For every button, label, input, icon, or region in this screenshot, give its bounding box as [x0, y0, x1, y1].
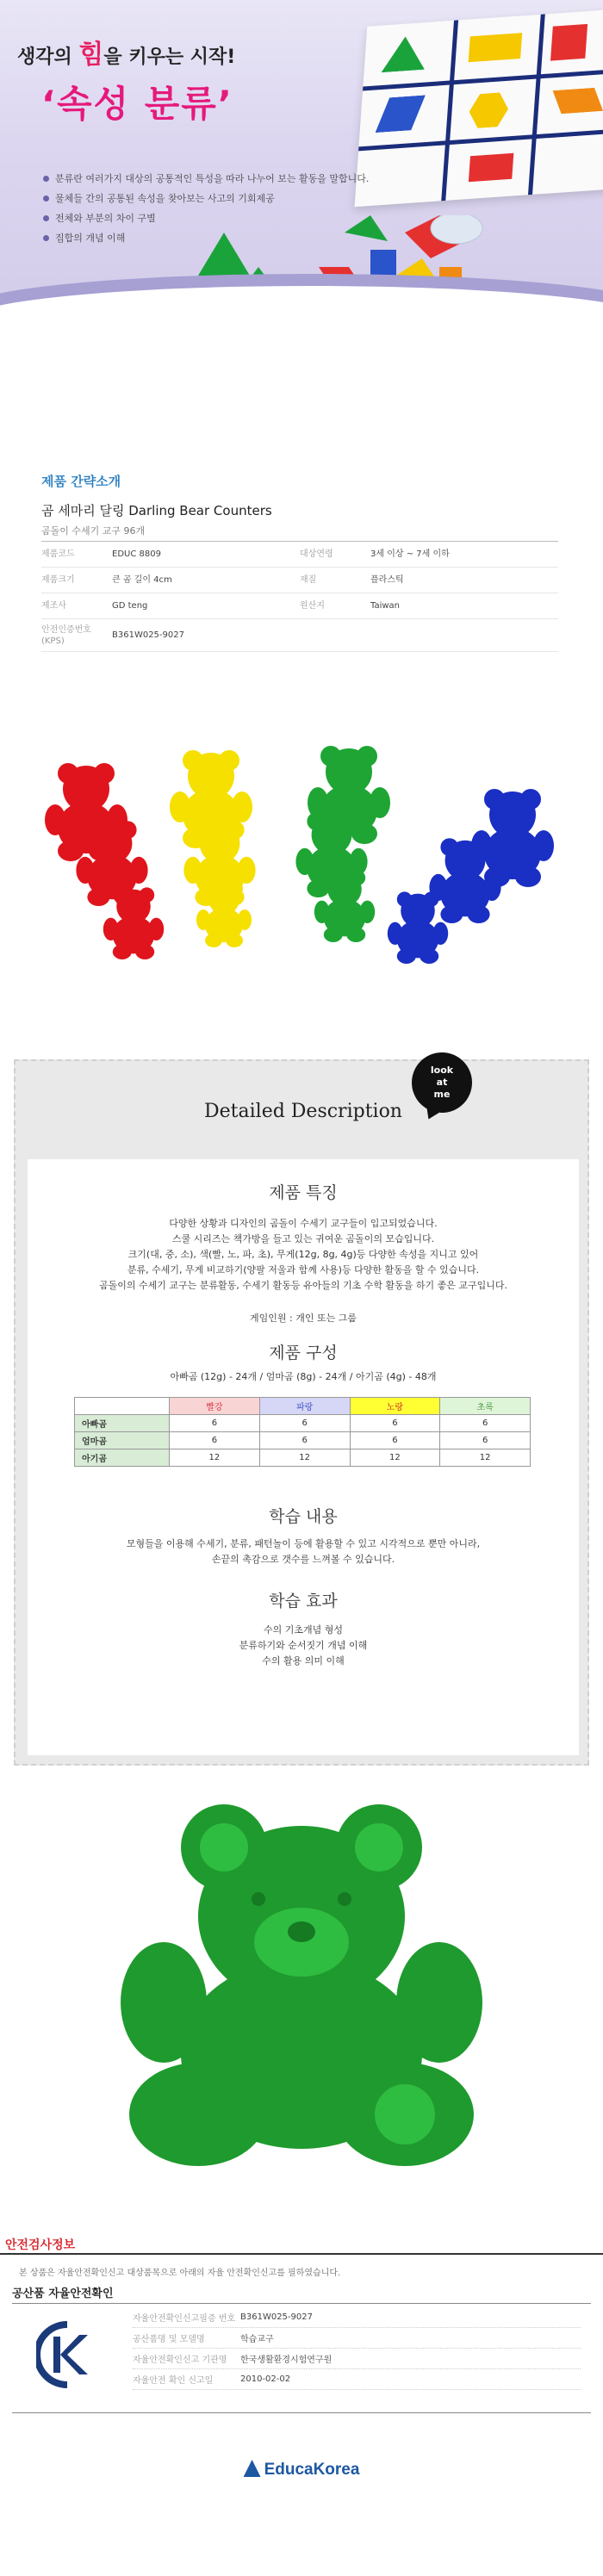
table-row — [75, 1432, 531, 1449]
product-name: 곰 세마리 달링 Darling Bear Counters — [41, 503, 272, 518]
banner-bullet: 물체들 간의 공통된 속성을 찾아보는 사고의 기회제공 — [43, 189, 369, 208]
spec-value: 큰 곰 길이 4cm — [112, 575, 172, 585]
row-label: 엄마곰 — [75, 1432, 170, 1449]
bear-counters-photo — [34, 741, 569, 999]
safety-row — [133, 2328, 581, 2349]
kc-mark-icon — [36, 2321, 98, 2388]
banner-title: ‘속성 분류’ — [41, 83, 233, 125]
table-cell: 12 — [350, 1449, 440, 1467]
spec-key: 대상연령 — [300, 549, 333, 559]
row-label: 아빠곰 — [75, 1415, 170, 1432]
safety-row — [133, 2307, 581, 2328]
effect-heading: 학습 효과 — [269, 1592, 338, 1611]
table-cell: 12 — [259, 1449, 350, 1467]
spec-row — [41, 619, 558, 652]
table-row — [75, 1449, 531, 1467]
table-cell: 6 — [440, 1432, 531, 1449]
spec-value: B361W025-9027 — [112, 630, 184, 640]
features-text: 다양한 상황과 디자인의 곰돌이 수세기 교구들이 입고되었습니다. 스쿨 시리즈는 책가방을 들고 있는 귀여운 곰돌이의 모습입니다. 크기(대, 중, 소), 색(빨, 노, 파, 초), 무게(12g, 8g, 4g)등 다양한 속성을 지니고 있어 분류, 수세기, 무게 비교하기(양팔 저울과 함께 사용)등 다양한 활동을 할 수 있습니다. 곰돌이의 수세기 교구는 분류활동, 수세기 활동등 유아들의 기초 수학 활동을 하기 좋은 교구입니다. — [99, 1218, 507, 1291]
safety-key: 자율안전 확인 신고일 — [133, 2376, 214, 2386]
learning-heading: 학습 내용 — [269, 1507, 338, 1526]
safety-key: 자율안전확인신고필증 번호 — [133, 2314, 236, 2324]
spec-key: 제품코드 — [41, 549, 75, 559]
table-cell: 12 — [170, 1449, 260, 1467]
effect-text: 수의 기초개념 형성 분류하기와 순서짓기 개념 이해 수의 활용 의미 이해 — [239, 1624, 368, 1667]
banner-bullet: 집합의 개념 이해 — [43, 228, 369, 248]
safety-key: 공산품명 및 모델명 — [133, 2335, 205, 2344]
look-at-me-badge: look at me — [412, 1052, 472, 1113]
spec-table — [41, 541, 558, 652]
table-corner-cell — [75, 1398, 170, 1415]
spec-key: 제조사 — [41, 601, 66, 611]
row-label: 아기곰 — [75, 1449, 170, 1467]
table-cell: 6 — [259, 1432, 350, 1449]
educakorea-logo[interactable]: EducaKorea — [0, 2460, 603, 2480]
table-cell: 12 — [440, 1449, 531, 1467]
detailed-description-title: Detailed Description — [204, 1101, 402, 1122]
color-column-red: 빨강 — [170, 1398, 260, 1415]
divider — [0, 2253, 603, 2255]
detailed-description-panel — [14, 1059, 589, 1766]
safety-key: 자율안전확인신고 기관명 — [133, 2356, 227, 2365]
sorting-board-image — [354, 9, 603, 207]
safety-rows — [133, 2307, 581, 2390]
spec-row — [41, 568, 558, 593]
safety-subheading: 공산품 자율안전확인 — [12, 2287, 114, 2300]
safety-row — [133, 2369, 581, 2390]
spec-row — [41, 593, 558, 619]
spec-value: 3세 이상 ~ 7세 이하 — [370, 549, 450, 559]
spec-value: GD teng — [112, 601, 148, 611]
spec-key: 제품크기 — [41, 575, 75, 585]
product-subtitle: 곰돌이 수세기 교구 96개 — [41, 525, 146, 537]
safety-value: B361W025-9027 — [240, 2312, 313, 2322]
hero-banner — [0, 0, 603, 308]
spec-value: Taiwan — [370, 601, 401, 611]
table-header-row — [75, 1398, 531, 1415]
table-cell: 6 — [440, 1415, 531, 1432]
learning-text: 모형들을 이용해 수세기, 분류, 패턴놀이 등에 활용할 수 있고 시각적으로 뿐만 아니라, 손끝의 촉감으로 갯수를 느껴볼 수 있습니다. — [126, 1538, 481, 1565]
safety-value: 2010-02-02 — [240, 2374, 291, 2384]
composition-text: 아빠곰 (12g) - 24개 / 엄마곰 (8g) - 24개 / 아기곰 (4g) - 48개 — [170, 1371, 437, 1382]
safety-row — [133, 2349, 581, 2369]
spec-value: 플라스틱 — [370, 575, 404, 585]
spec-key: 원산지 — [300, 601, 325, 611]
table-cell: 6 — [170, 1432, 260, 1449]
safety-heading: 안전검사정보 — [5, 2238, 76, 2252]
summary-heading: 제품 간략소개 — [41, 474, 121, 489]
features-heading: 제품 특징 — [269, 1183, 338, 1202]
table-cell: 6 — [170, 1415, 260, 1432]
spec-value: EDUC 8809 — [112, 549, 161, 559]
players-text: 게임인원 : 개인 또는 그룹 — [250, 1313, 357, 1324]
color-column-blue: 파랑 — [259, 1398, 350, 1415]
banner-tagline: 생각의 힘을 키우는 시작! — [17, 40, 236, 70]
color-column-yellow: 노랑 — [350, 1398, 440, 1415]
green-bear-photo — [103, 1796, 500, 2175]
spec-row — [41, 542, 558, 568]
logo-mark-icon — [244, 2460, 261, 2477]
safety-value: 한국생활환경시험연구원 — [240, 2356, 333, 2365]
spec-key: 안전인증번호(KPS) — [41, 624, 91, 646]
safety-info-box — [12, 2303, 591, 2413]
table-cell: 6 — [350, 1415, 440, 1432]
safety-value: 학습교구 — [240, 2335, 274, 2344]
table-row — [75, 1415, 531, 1432]
color-column-green: 초록 — [440, 1398, 531, 1415]
composition-table — [74, 1397, 531, 1467]
composition-heading: 제품 구성 — [269, 1344, 338, 1362]
table-cell: 6 — [259, 1415, 350, 1432]
banner-bullet: 분류란 여러가지 대상의 공통적인 특성을 따라 나누어 보는 활동을 말합니다. — [43, 169, 369, 189]
description-content — [28, 1159, 579, 1755]
banner-bullet: 전체와 부분의 차이 구별 — [43, 208, 369, 228]
table-cell: 6 — [350, 1432, 440, 1449]
spec-key: 재질 — [300, 575, 317, 585]
safety-note: 본 상품은 자율안전확인신고 대상품목으로 아래의 자율 안전확인신고를 필하였습니다. — [19, 2269, 341, 2278]
